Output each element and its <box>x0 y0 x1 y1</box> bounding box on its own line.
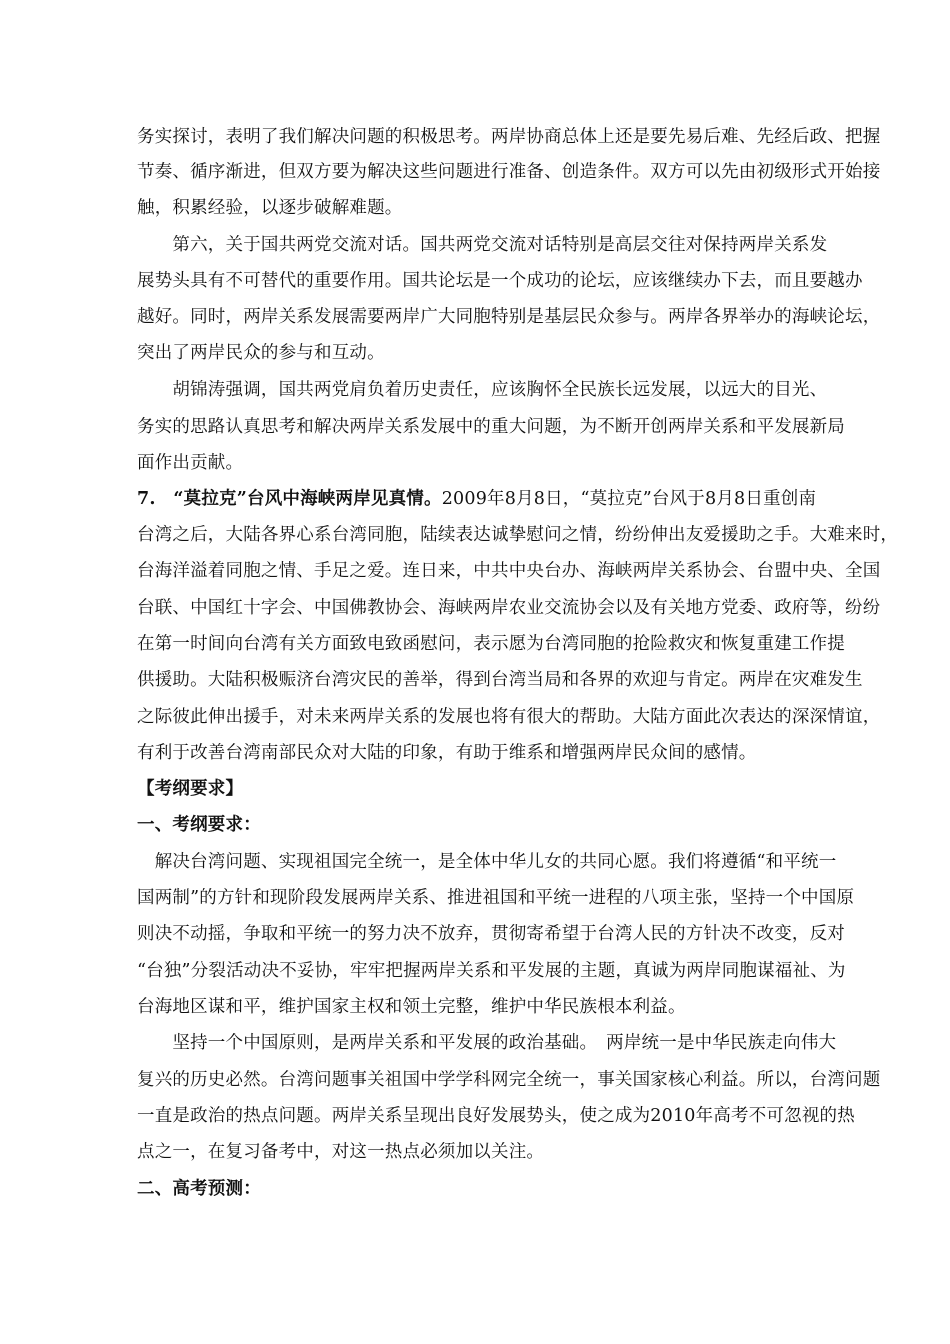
line-text: 越好。同时，两岸关系发展需要两岸广大同胞特别是基层民众参与。两岸各界举办的海峡论坛， <box>137 307 881 327</box>
text-line <box>137 776 243 802</box>
line-text: “台独”分裂活动决不妥协，牢牢把握两岸关系和平发展的主题，真诚为两岸同胞谋福祉、为 <box>137 961 846 981</box>
text-line <box>137 1030 836 1056</box>
line-text: 触，积累经验，以逐步破解难题。 <box>137 198 403 218</box>
text-line <box>137 921 845 947</box>
text-line <box>137 414 845 440</box>
line-text: 面作出贡献。 <box>137 453 244 473</box>
text-line <box>137 994 686 1020</box>
text-line <box>137 740 757 766</box>
text-line <box>137 849 836 875</box>
text-line <box>137 595 880 621</box>
section-heading: 7. “莫拉克”台风中海峡两岸见真情。 <box>137 489 442 509</box>
text-line <box>137 522 898 548</box>
text-line <box>137 667 863 693</box>
line-text: 2009年8月8日，“莫拉克”台风于8月8日重创南 <box>441 489 817 509</box>
line-text: 务实探讨，表明了我们解决问题的积极思考。两岸协商总体上还是要先易后难、先经后政、把握 <box>137 127 881 147</box>
line-text: 则决不动摇，争取和平统一的努力决不放弃，贯彻寄希望于台湾人民的方针决不改变，反对 <box>137 924 845 944</box>
line-text: 台海地区谋和平，维护国家主权和领土完整，维护中华民族根本利益。 <box>137 997 686 1017</box>
line-text: 复兴的历史必然。台湾问题事关祖国中学学科网完全统一，事关国家核心利益。所以，台湾问题 <box>137 1070 881 1090</box>
line-text: 台海洋溢着同胞之情、手足之爱。连日来，中共中央台办、海峡两岸关系协会、台盟中央、全国 <box>137 561 881 581</box>
text-line <box>137 377 827 403</box>
line-text: 节奏、循序渐进，但双方要为解决这些问题进行准备、创造条件。双方可以先由初级形式开始接 <box>137 162 881 182</box>
section-heading: 【考纲要求】 <box>137 779 244 799</box>
line-text: 突出了两岸民众的参与和互动。 <box>137 343 385 363</box>
text-line <box>137 1176 261 1202</box>
section-heading: 一、考纲要求： <box>137 815 261 835</box>
text-line <box>137 1067 880 1093</box>
text-line <box>137 704 880 730</box>
text-line <box>137 558 880 584</box>
line-text: 台湾之后，大陆各界心系台湾同胞，陆续表达诚挚慰问之情，纷纷伸出友爱援助之手。大难来时， <box>137 525 899 545</box>
text-line <box>137 124 880 150</box>
line-text: 坚持一个中国原则，是两岸关系和平发展的政治基础。 两岸统一是中华民族走向伟大 <box>137 1033 837 1053</box>
line-text: 台联、中国红十字会、中国佛教协会、海峡两岸农业交流协会以及有关地方党委、政府等，纷纷 <box>137 598 881 618</box>
text-line <box>137 812 261 838</box>
line-text: 国两制”的方针和现阶段发展两岸关系、推进祖国和平统一进程的八项主张，坚持一个中国原 <box>137 888 855 908</box>
line-text: 胡锦涛强调，国共两党肩负着历史责任，应该胸怀全民族长远发展，以远大的目光、 <box>137 380 828 400</box>
text-line <box>137 1103 855 1129</box>
text-line <box>137 885 854 911</box>
text-line <box>137 631 845 657</box>
line-text: 解决台湾问题、实现祖国完全统一，是全体中华儿女的共同心愿。我们将遵循“和平统一 <box>137 852 837 872</box>
text-line <box>137 486 816 512</box>
line-text: 点之一，在复习备考中，对这一热点必须加以关注。 <box>137 1142 545 1162</box>
line-text: 之际彼此伸出援手，对未来两岸关系的发展也将有很大的帮助。大陆方面此次表达的深深情谊， <box>137 707 881 727</box>
text-line <box>137 450 243 476</box>
text-line <box>137 232 827 258</box>
line-text: 有利于改善台湾南部民众对大陆的印象，有助于维系和增强两岸民众间的感情。 <box>137 743 757 763</box>
text-line <box>137 159 880 185</box>
text-line <box>137 958 846 984</box>
text-line <box>137 304 880 330</box>
text-line <box>137 268 863 294</box>
text-line <box>137 1139 544 1165</box>
text-line <box>137 340 385 366</box>
line-text: 供援助。大陆积极赈济台湾灾民的善举，得到台湾当局和各界的欢迎与肯定。两岸在灾难发生 <box>137 670 863 690</box>
text-line <box>137 195 403 221</box>
line-text: 第六，关于国共两党交流对话。国共两党交流对话特别是高层交往对保持两岸关系发 <box>137 235 828 255</box>
line-text: 一直是政治的热点问题。两岸关系呈现出良好发展势头，使之成为2010年高考不可忽视的热 <box>137 1106 855 1126</box>
line-text: 务实的思路认真思考和解决两岸关系发展中的重大问题，为不断开创两岸关系和平发展新局 <box>137 417 845 437</box>
section-heading: 二、高考预测： <box>137 1179 261 1199</box>
line-text: 展势头具有不可替代的重要作用。国共论坛是一个成功的论坛，应该继续办下去，而且要越办 <box>137 271 863 291</box>
line-text: 在第一时间向台湾有关方面致电致函慰问，表示愿为台湾同胞的抢险救灾和恢复重建工作提 <box>137 634 845 654</box>
